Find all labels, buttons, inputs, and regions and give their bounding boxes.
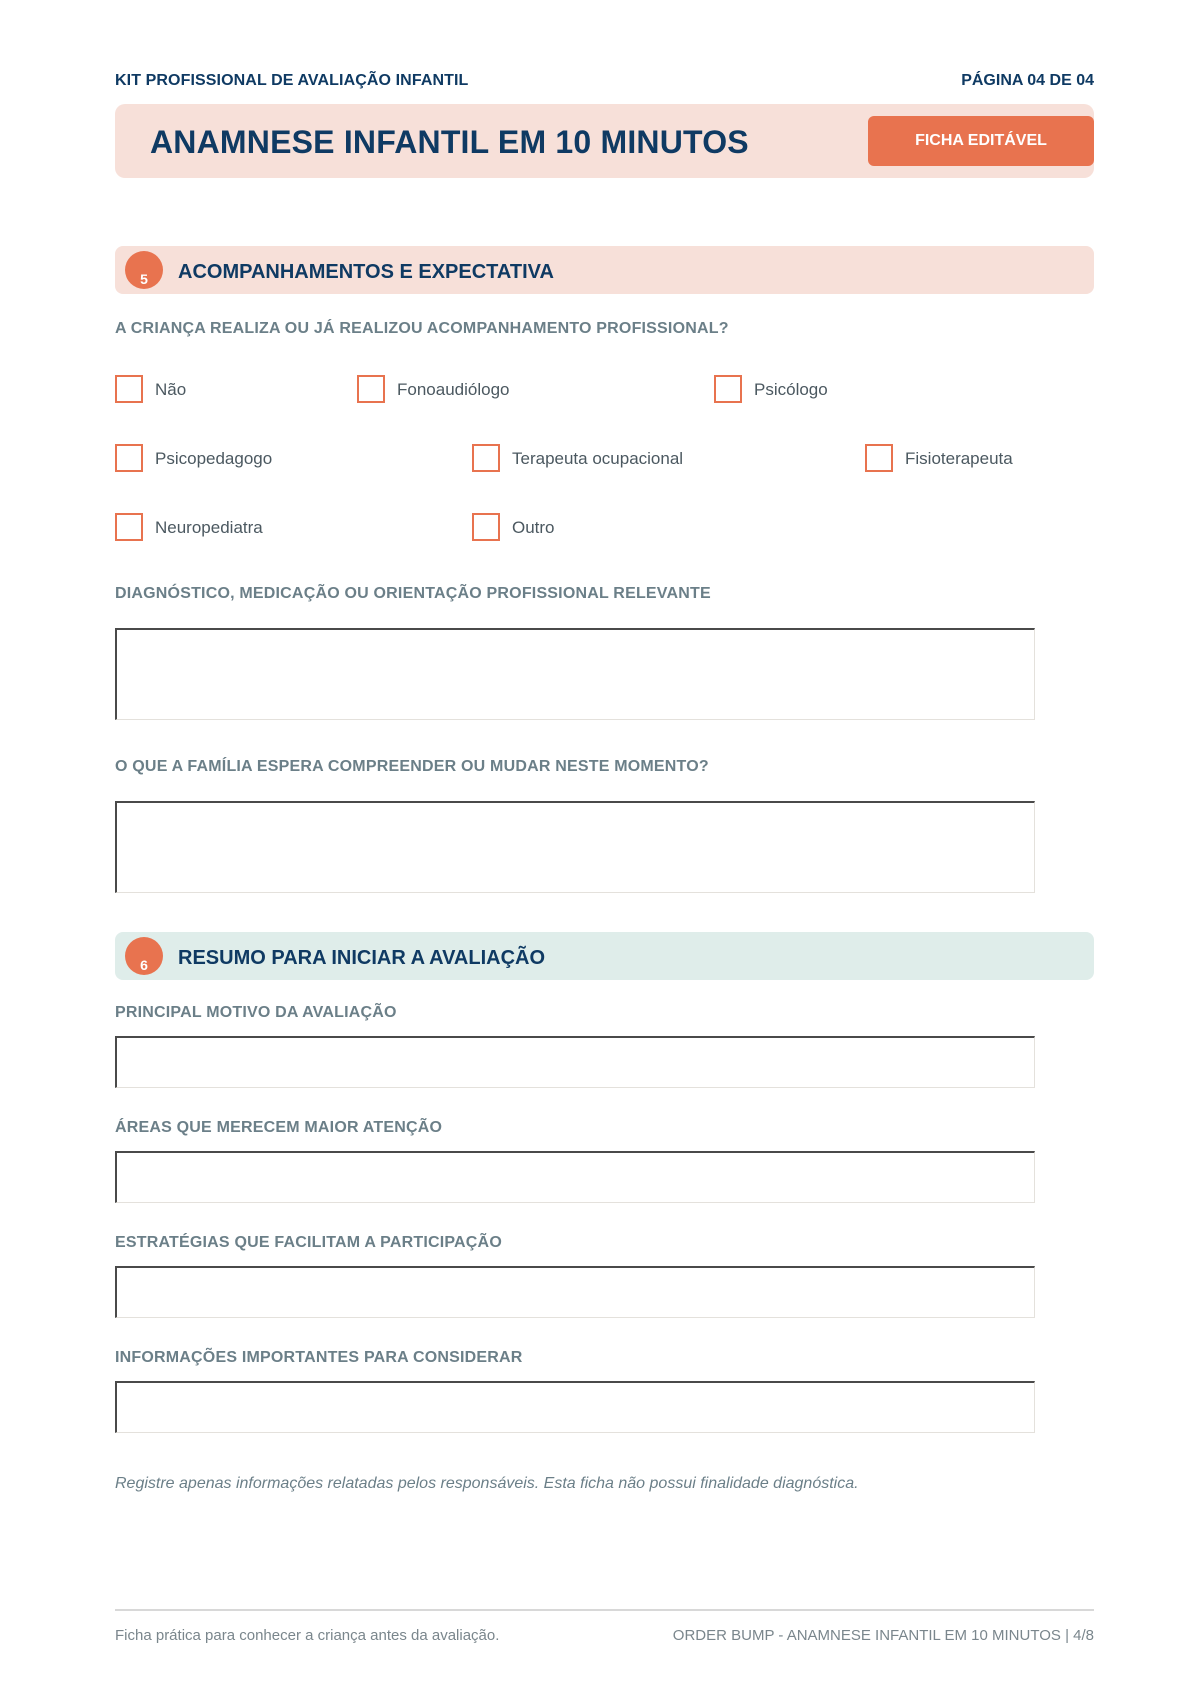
- option-label: Fisioterapeuta: [905, 449, 1013, 468]
- family-expectation-textarea[interactable]: [115, 801, 1035, 893]
- page-header: [115, 72, 1094, 90]
- family-expectation-label: O QUE A FAMÍLIA ESPERA COMPREENDER OU MUDAR NESTE MOMENTO?: [115, 758, 709, 775]
- page-title: ANAMNESE INFANTIL EM 10 MINUTOS: [150, 124, 749, 160]
- main-reason-input[interactable]: [115, 1036, 1035, 1088]
- checkbox[interactable]: [115, 513, 143, 541]
- section-number-badge: 5: [125, 251, 163, 289]
- strategies-input[interactable]: [115, 1266, 1035, 1318]
- attention-areas-input[interactable]: [115, 1151, 1035, 1203]
- section-title: ACOMPANHAMENTOS E EXPECTATIVA: [178, 261, 554, 283]
- checkbox[interactable]: [115, 444, 143, 472]
- option-label: Neuropediatra: [155, 518, 263, 537]
- option-label: Fonoaudiólogo: [397, 380, 510, 399]
- option-label: Não: [155, 380, 187, 399]
- option-label: Psicólogo: [754, 380, 828, 399]
- option-label: Outro: [512, 518, 555, 537]
- checkbox[interactable]: [714, 375, 742, 403]
- attention-areas-label: ÁREAS QUE MERECEM MAIOR ATENÇÃO: [115, 1119, 443, 1136]
- page-number: PÁGINA 04 DE 04: [961, 72, 1094, 89]
- section-title: RESUMO PARA INICIAR A AVALIAÇÃO: [178, 947, 546, 969]
- checkbox[interactable]: [472, 513, 500, 541]
- checkbox[interactable]: [115, 375, 143, 403]
- checkbox[interactable]: [472, 444, 500, 472]
- disclaimer-note: Registre apenas informações relatadas pelos responsáveis. Esta ficha não possui finalidade diagnóstica.: [115, 1475, 859, 1492]
- footer-divider: [115, 1609, 1094, 1611]
- option-label: Terapeuta ocupacional: [512, 449, 684, 468]
- important-info-label: INFORMAÇÕES IMPORTANTES PARA CONSIDERAR: [115, 1349, 523, 1366]
- question-label: A CRIANÇA REALIZA OU JÁ REALIZOU ACOMPANHAMENTO PROFISSIONAL?: [115, 320, 729, 337]
- title-banner: [115, 104, 1094, 178]
- editable-form-button[interactable]: FICHA EDITÁVEL: [868, 116, 1094, 166]
- main-reason-label: PRINCIPAL MOTIVO DA AVALIAÇÃO: [115, 1004, 397, 1021]
- checkbox[interactable]: [357, 375, 385, 403]
- checkbox[interactable]: [865, 444, 893, 472]
- diagnosis-textarea[interactable]: [115, 628, 1035, 720]
- option-label: Psicopedagogo: [155, 449, 273, 468]
- footer-right-text: ORDER BUMP - ANAMNESE INFANTIL EM 10 MINUTOS | 4/8: [672, 1627, 1094, 1644]
- brand-name: KIT PROFISSIONAL DE AVALIAÇÃO INFANTIL: [115, 72, 469, 89]
- section-5-header: [115, 246, 1094, 294]
- strategies-label: ESTRATÉGIAS QUE FACILITAM A PARTICIPAÇÃO: [115, 1234, 502, 1251]
- footer-left-text: Ficha prática para conhecer a criança antes da avaliação.: [115, 1627, 500, 1644]
- diagnosis-label: DIAGNÓSTICO, MEDICAÇÃO OU ORIENTAÇÃO PROFISSIONAL RELEVANTE: [115, 585, 711, 602]
- important-info-input[interactable]: [115, 1381, 1035, 1433]
- section-number-badge: 6: [125, 937, 163, 975]
- section-6-header: [115, 932, 1094, 980]
